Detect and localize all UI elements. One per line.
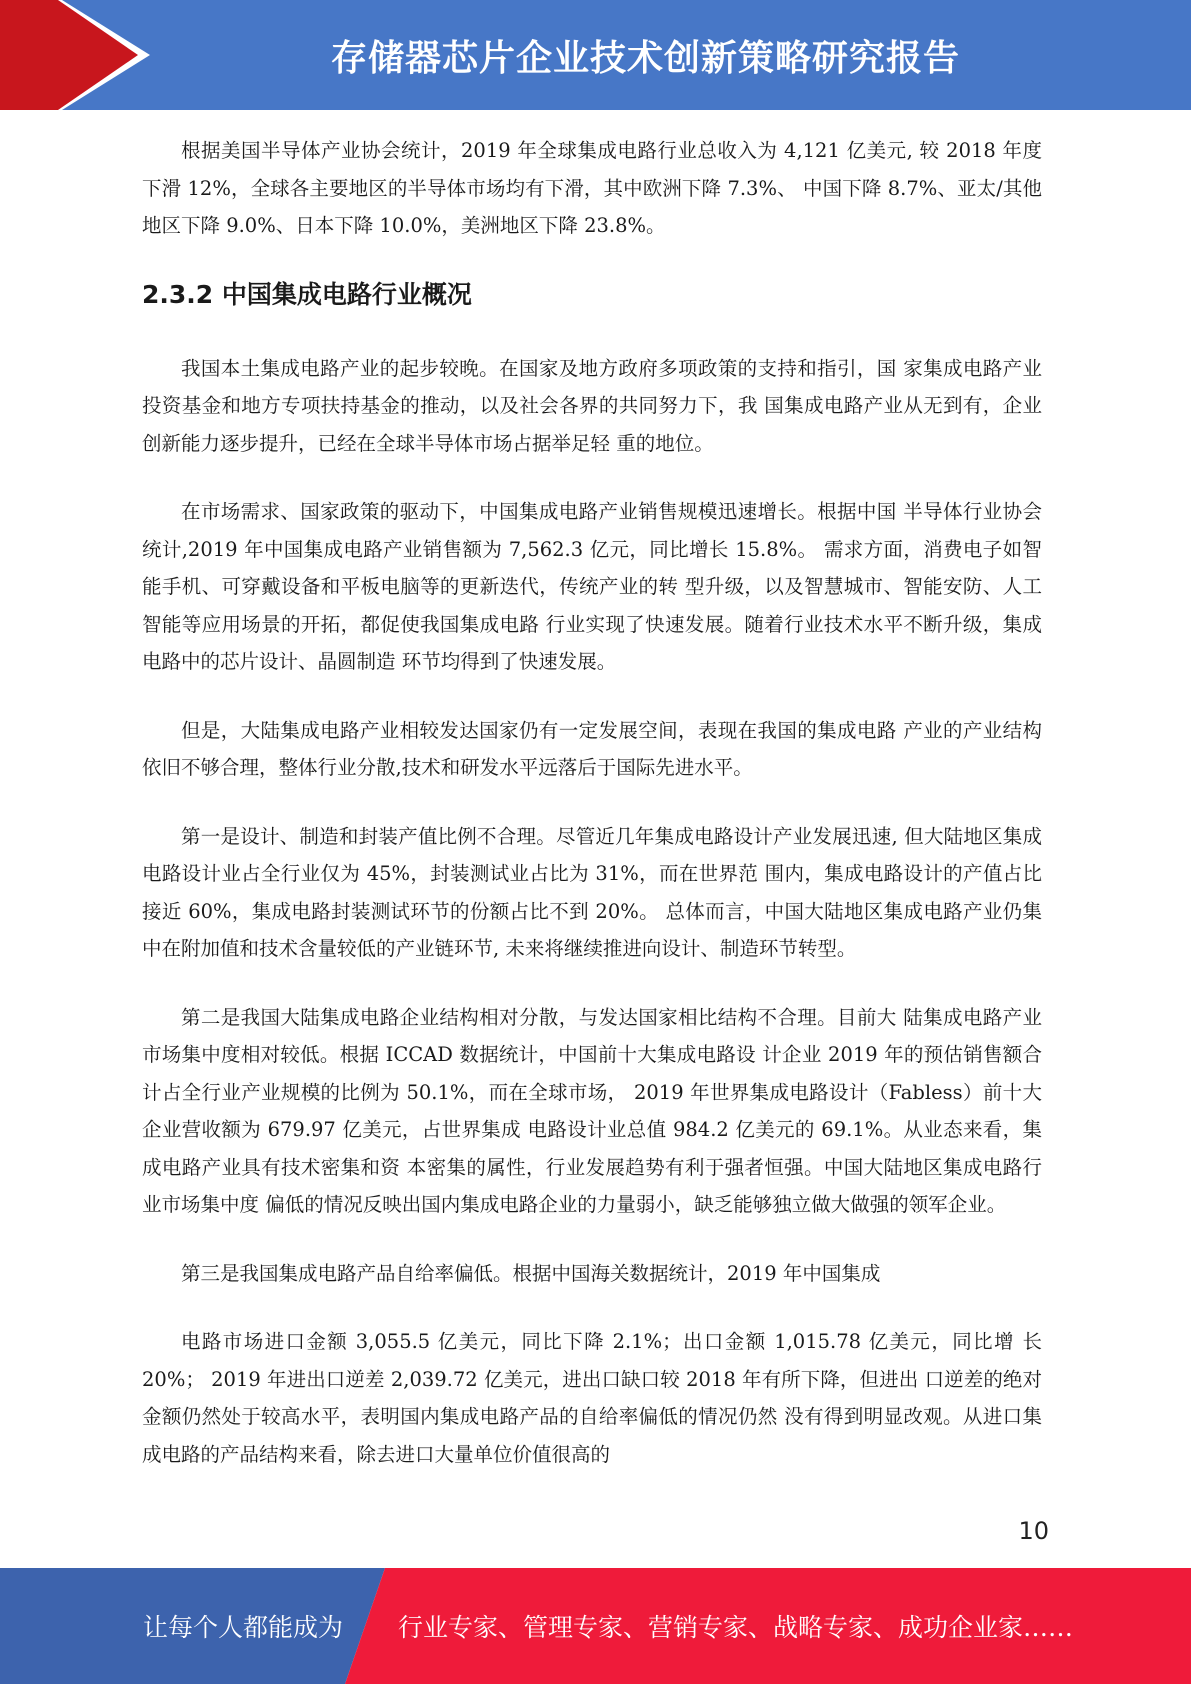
paragraph-point-two: 第二是我国大陆集成电路企业结构相对分散，与发达国家相比结构不合理。目前大 陆集成电路产业市场集中度相对较低。根据 ICCAD 数据统计，中国前十大集成电路设 计企业 2019 年的预估销售额合计占全行业产业规模的比例为 50.1%，而在全球市场， 2019 年世界集成电路设计（Fabless）前十大企业营收额为 679.97 亿美元，占世界集成 电路设计业总值 984.2 亿美元的 69.1%。从业态来看，集成电路产业具有技术密集和资 本密集的属性，行业发展趋势有利于强者恒强。中国大陆地区集成电路行业市场集中度 偏低的情况反映出国内集成电路企业的力量弱小，缺乏能够独立做大做强的领军企业。 (142, 1005, 1042, 1216)
document-body (142, 132, 1042, 1504)
page-header (0, 0, 1191, 110)
page-number: 10 (1018, 1517, 1049, 1545)
arrow-red-shape (0, 0, 138, 110)
section-heading: 2.3.2 中国集成电路行业概况 (142, 279, 472, 309)
header-title: 存储器芯片企业技术创新策略研究报告 (330, 37, 960, 79)
header-arrow-decoration (0, 0, 160, 110)
paragraph-sales-growth: 在市场需求、国家政策的驱动下，中国集成电路产业销售规模迅速增长。根据中国 半导体行业协会统计,2019 年中国集成电路产业销售额为 7,562.3 亿元，同比增长 15.8%。 需求方面，消费电子如智能手机、可穿戴设备和平板电脑等的更新迭代，传统产业的转 型升级，以及智慧城市、智能安防、人工智能等应用场景的开拓，都促使我国集成电路 行业实现了快速发展。随着行业技术水平不断升级，集成电路中的芯片设计、晶圆制造 环节均得到了快速发展。 (142, 500, 1042, 673)
page-footer (0, 1568, 1191, 1684)
paragraph-import-export: 电路市场进口金额 3,055.5 亿美元，同比下降 2.1%；出口金额 1,015.78 亿美元，同比增 长 20%； 2019 年进出口逆差 2,039.72 亿美元，进出口缺口较 2018 年有所下降，但进出 口逆差的绝对金额仍然处于较高水平，表明国内集成电路产品的自给率偏低的情况仍然 没有得到明显改观。从进口集成电路的产品结构来看，除去进口大量单位价值很高的 (142, 1330, 1042, 1466)
paragraph-structure-gap: 但是，大陆集成电路产业相较发达国家仍有一定发展空间，表现在我国的集成电路 产业的产业结构依旧不够合理，整体行业分散,技术和研发水平远落后于国际先进水平。 (142, 718, 1042, 779)
paragraph-point-one: 第一是设计、制造和封装产值比例不合理。尽管近几年集成电路设计产业发展迅速, 但大陆地区集成电路设计业占全行业仅为 45%，封装测试业占比为 31%，而在世界范 围内，集成电路设计的产值占比接近 60%，集成电路封装测试环节的份额占比不到 20%。 总体而言，中国大陆地区集成电路产业仍集中在附加值和技术含量较低的产业链环节, 未来将继续推进向设计、制造环节转型。 (142, 824, 1042, 960)
paragraph-domestic-start: 我国本土集成电路产业的起步较晚。在国家及地方政府多项政策的支持和指引，国 家集成电路产业投资基金和地方专项扶持基金的推动，以及社会各界的共同努力下，我 国集成电路产业从无到有，企业创新能力逐步提升，已经在全球半导体市场占据举足轻 重的地位。 (142, 356, 1042, 455)
paragraph-global-ic-revenue: 根据美国半导体产业协会统计，2019 年全球集成电路行业总收入为 4,121 亿美元, 较 2018 年度下滑 12%，全球各主要地区的半导体市场均有下滑，其中欧洲下降 7.3%、 中国下降 8.7%、亚太/其他地区下降 9.0%、日本下降 10.0%，美洲地区下降 23.8%。 (142, 139, 1042, 237)
footer-slogan-left: 让每个人都能成为 (143, 1613, 344, 1642)
paragraph-point-three: 第三是我国集成电路产品自给率偏低。根据中国海关数据统计，2019 年中国集成 (181, 1261, 881, 1285)
footer-slogan-right: 行业专家、管理专家、营销专家、战略专家、成功企业家…… (398, 1613, 1074, 1642)
